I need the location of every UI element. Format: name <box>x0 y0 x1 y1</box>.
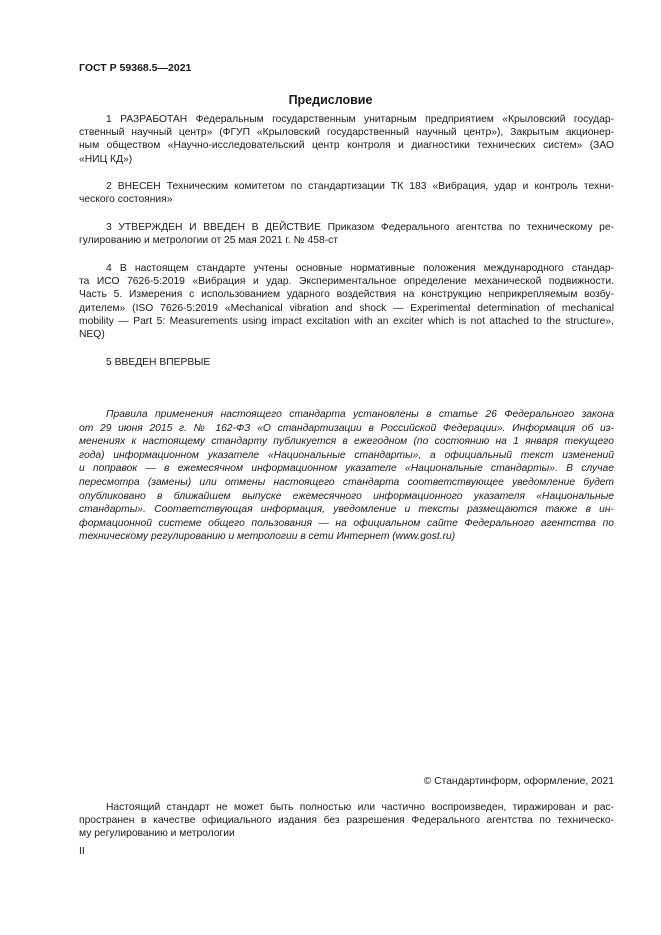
notice-line: менениях к настоящему стандарту публикуется в ежегодном (по состоянию на 1 января текущего <box>79 436 614 448</box>
paragraph-line: 1 РАЗРАБОТАН Федеральным государственным унитарным предприятием «Крыловский государ- <box>106 114 614 125</box>
paragraph-3 <box>79 221 614 247</box>
paragraph-line: гулированию и метрологии от 25 мая 2021 г. № 458-ст <box>79 235 338 247</box>
notice-line: от 29 июня 2015 г. № 162-ФЗ «О стандартизации в Российской Федерации». Информация об из- <box>79 422 614 434</box>
paragraph-line: ным обществом «Научно-исследовательский центр контроля и диагностики технических систем» (ЗАО <box>79 140 614 152</box>
legal-line: Настоящий стандарт не может быть полностью или частично воспроизведен, тиражирован и рас- <box>106 802 614 813</box>
paragraph-line: Часть 5. Измерения с использованием ударного воздействия на конструкцию неприкрепляемым возбу- <box>79 289 614 301</box>
notice-line: опубликовано в ближайшем выпуске ежемесячного информационного указателя «Национальные <box>79 490 614 502</box>
paragraph-line: дителем» (ISO 7626-5:2019 «Mechanical vibration and shock — Experimental determination of mechanical <box>79 302 614 314</box>
paragraph-5 <box>79 356 614 369</box>
notice-line: стандарты». Соответствующая информация, уведомление и тексты размещаются также в ин- <box>79 504 614 516</box>
notice-line: года) информационном указателе «Национальные стандарты», а официальный текст изменений <box>79 449 614 461</box>
legal-notice <box>79 801 614 841</box>
notice-line: и поправок — в ежемесячном информационном указателе «Национальные стандарты». В случае <box>79 463 614 475</box>
page-title: Предисловие <box>288 93 373 107</box>
notice-line: техническому регулированию и метрологии в сети Интернет (www.gost.ru) <box>79 531 456 543</box>
paragraph-line: ственный научный центр» (ФГУП «Крыловский государственный научный центр»), Закрытым акционер- <box>79 127 614 139</box>
paragraph-line: NEQ) <box>79 329 105 341</box>
page-number: II <box>79 846 85 857</box>
legal-line: му регулированию и метрологии <box>79 828 235 840</box>
paragraph-line: mobility — Part 5: Measurements using impact excitation with an exciter which is not attached to the structure», <box>79 315 614 327</box>
paragraph-line: «НИЦ КД») <box>79 153 133 165</box>
document-code: ГОСТ Р 59368.5—2021 <box>79 62 192 74</box>
paragraph-4 <box>79 262 614 341</box>
paragraph-2 <box>79 180 614 206</box>
notice-line: Правила применения настоящего стандарта установлены в статье 26 Федерального закона <box>106 409 614 420</box>
legal-line: пространен в качестве официального издания без разрешения Федерального агентства по техническо- <box>79 815 614 827</box>
paragraph-line: 5 ВВЕДЕН ВПЕРВЫЕ <box>106 357 211 368</box>
paragraph-line: 3 УТВЕРЖДЕН И ВВЕДЕН В ДЕЙСТВИЕ Приказом Федерального агентства по техническому ре- <box>106 222 614 233</box>
paragraph-line: та ИСО 7626-5:2019 «Вибрация и удар. Экспериментальное определение механической подвижности. <box>79 276 614 288</box>
usage-notice <box>79 408 614 544</box>
copyright-text: © Стандартинформ, оформление, 2021 <box>423 776 614 787</box>
paragraph-line: 4 В настоящем стандарте учтены основные нормативные положения международного стандар- <box>106 263 614 274</box>
notice-line: пересмотра (замены) или отмены настоящего стандарта соответствующее уведомление будет <box>79 476 614 488</box>
paragraph-line: 2 ВНЕСЕН Техническим комитетом по стандартизации ТК 183 «Вибрация, удар и контроль техни- <box>106 181 614 192</box>
paragraph-line: ческого состояния» <box>79 194 173 206</box>
paragraph-1 <box>79 113 614 166</box>
notice-line: формационной системе общего пользования — на официальном сайте Федерального агентства по <box>79 517 614 529</box>
